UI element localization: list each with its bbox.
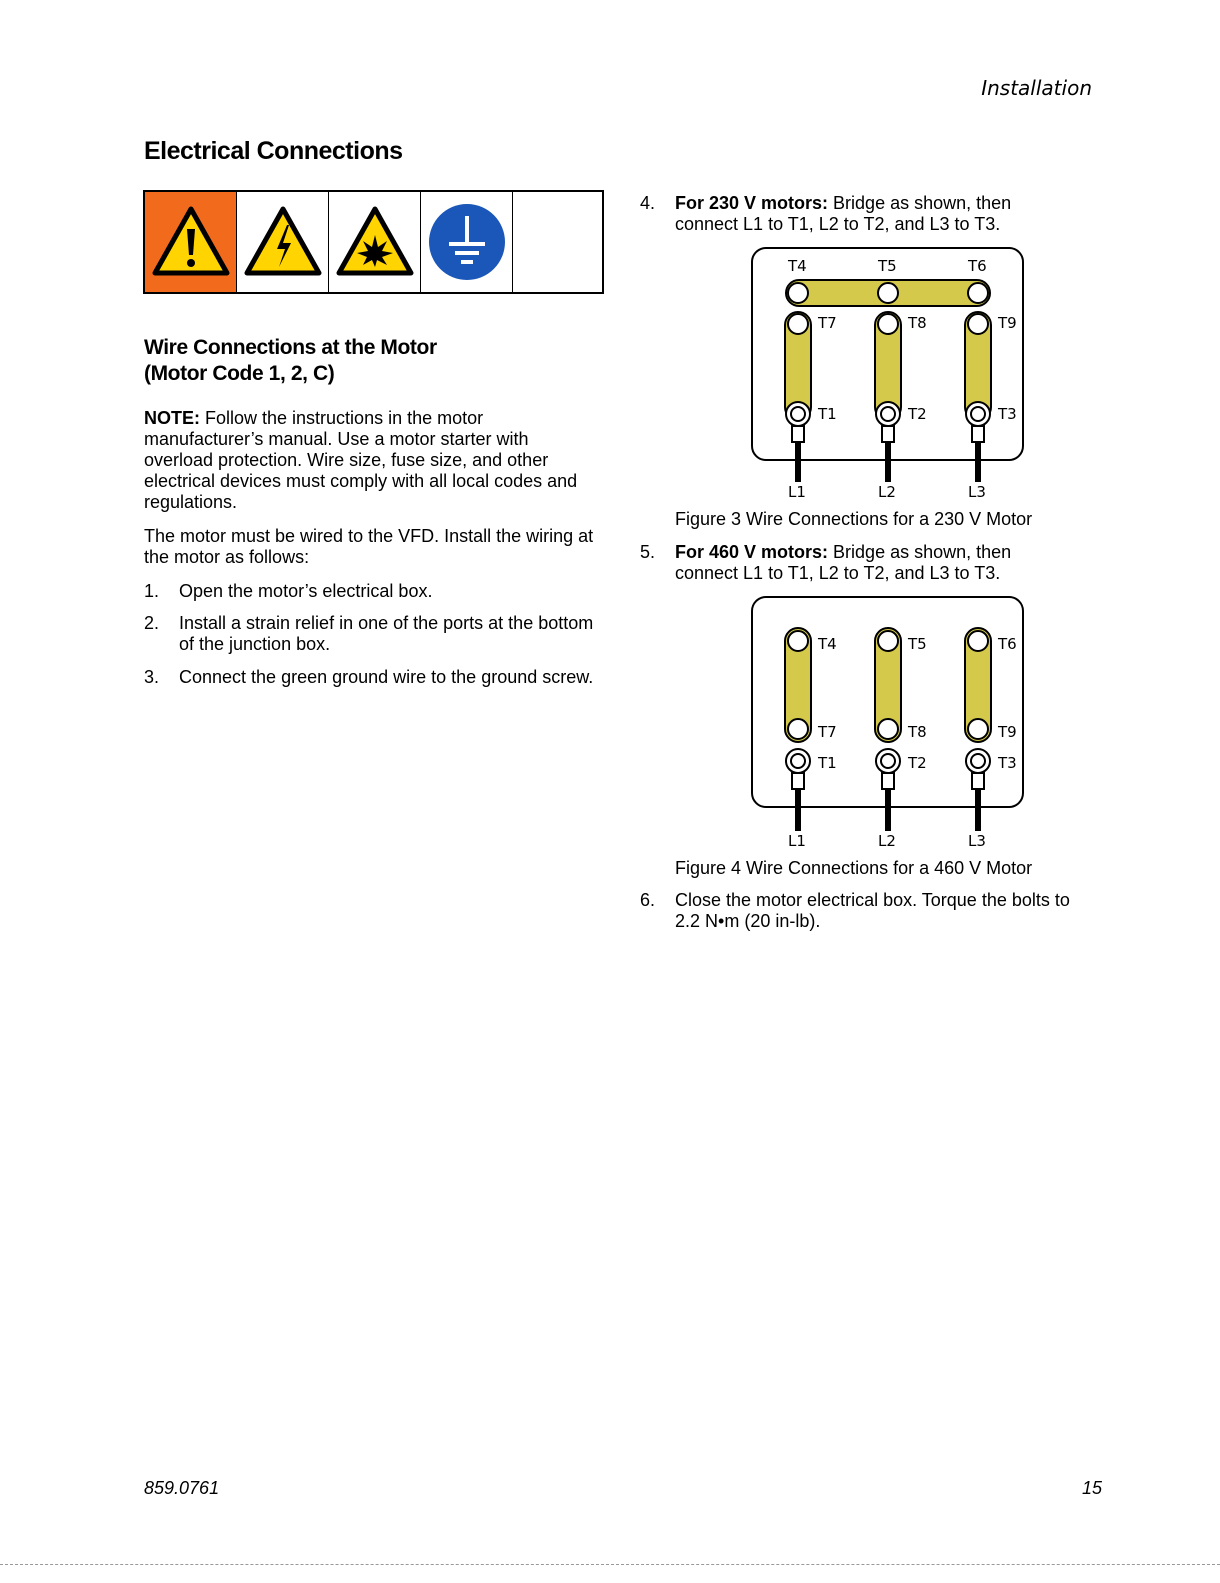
- step-label: For 230 V motors:: [675, 193, 829, 213]
- warning-cell: [421, 192, 513, 292]
- line-label: L2: [878, 832, 896, 850]
- warning-symbols-table: [143, 190, 604, 294]
- step-label: For 460 V motors:: [675, 542, 829, 562]
- figure-4-diagram: [750, 595, 1026, 851]
- step-body: Bridge as shown, then connect L1 to T1, L2 to T2, and L3 to T3.: [675, 542, 1012, 583]
- step-item: [640, 890, 1095, 932]
- subsection-title-line: (Motor Code 1, 2, C): [144, 362, 335, 385]
- subsection-title-line: Wire Connections at the Motor: [144, 336, 437, 359]
- warning-cell: [237, 192, 329, 292]
- terminal-label: T1: [818, 754, 837, 772]
- terminal-label: T1: [818, 405, 837, 423]
- step-text: Open the motor’s electrical box.: [179, 581, 433, 601]
- exclamation-warning-icon: [151, 205, 231, 279]
- terminal-label: T6: [998, 635, 1017, 653]
- step-item: [640, 193, 1060, 235]
- line-label: L3: [968, 832, 986, 850]
- terminal-label: T8: [908, 723, 927, 741]
- figure-caption: Figure 3 Wire Connections for a 230 V Motor: [675, 509, 1033, 529]
- terminal-label: T3: [998, 405, 1017, 423]
- page-bottom-rule: [0, 1564, 1220, 1565]
- doc-number: 859.0761: [144, 1478, 220, 1498]
- terminal-label: T9: [998, 723, 1017, 741]
- step-body: Bridge as shown, then connect L1 to T1, L2 to T2, and L3 to T3.: [675, 193, 1012, 234]
- step-number: 4.: [640, 193, 656, 213]
- note-text: Follow the instructions in the motor manufacturer’s manual. Use a motor starter with overload protection. Wire size, fuse size, and other electrical devices must comply with all local codes and regulations.: [144, 408, 578, 512]
- line-label: L1: [788, 832, 806, 850]
- step-item: [144, 613, 596, 655]
- warning-cell: [145, 192, 237, 292]
- terminal-label: T5: [878, 257, 897, 275]
- line-label: L3: [968, 483, 986, 501]
- step-item: [144, 667, 596, 688]
- line-label: L1: [788, 483, 806, 501]
- note-label: NOTE:: [144, 408, 200, 428]
- step-text: Install a strain relief in one of the ports at the bottom of the junction box.: [179, 613, 594, 654]
- line-label: L2: [878, 483, 896, 501]
- terminal-label: T4: [818, 635, 837, 653]
- step-number: 1.: [144, 581, 160, 601]
- terminal-label: T4: [788, 257, 807, 275]
- page-title: Electrical Connections: [144, 137, 403, 165]
- terminal-label: T9: [998, 314, 1017, 332]
- ground-icon: [427, 202, 507, 282]
- terminal-label: T8: [908, 314, 927, 332]
- figure-caption: Figure 4 Wire Connections for a 460 V Motor: [675, 858, 1033, 878]
- step-text: Connect the green ground wire to the ground screw.: [179, 667, 594, 687]
- terminal-label: T7: [818, 314, 837, 332]
- step-number: 5.: [640, 542, 656, 562]
- step-text: Close the motor electrical box. Torque the bolts to 2.2 N•m (20 in-lb).: [675, 890, 1070, 931]
- step-item: [144, 581, 596, 602]
- terminal-label: T7: [818, 723, 837, 741]
- terminal-label: T5: [908, 635, 927, 653]
- empty-cell: [513, 192, 602, 292]
- electric-shock-icon: [243, 205, 323, 279]
- subsection-title: [144, 335, 437, 387]
- terminal-label: T3: [998, 754, 1017, 772]
- page-number: 15: [1081, 1478, 1102, 1498]
- fire-explosion-icon: [335, 205, 415, 279]
- figure-3-diagram: [750, 246, 1026, 502]
- terminal-label: T2: [908, 405, 927, 423]
- step-item: [640, 542, 1060, 584]
- section-header: Installation: [981, 76, 1092, 100]
- step-number: 3.: [144, 667, 160, 687]
- step-text: [675, 542, 1060, 584]
- step-number: 6.: [640, 890, 656, 910]
- note-paragraph: [144, 408, 596, 513]
- step-number: 2.: [144, 613, 160, 633]
- step-text: [675, 193, 1060, 235]
- terminal-label: T2: [908, 754, 927, 772]
- terminal-label: T6: [968, 257, 987, 275]
- warning-cell: [329, 192, 421, 292]
- intro-paragraph: The motor must be wired to the VFD. Install the wiring at the motor as follows:: [144, 526, 594, 567]
